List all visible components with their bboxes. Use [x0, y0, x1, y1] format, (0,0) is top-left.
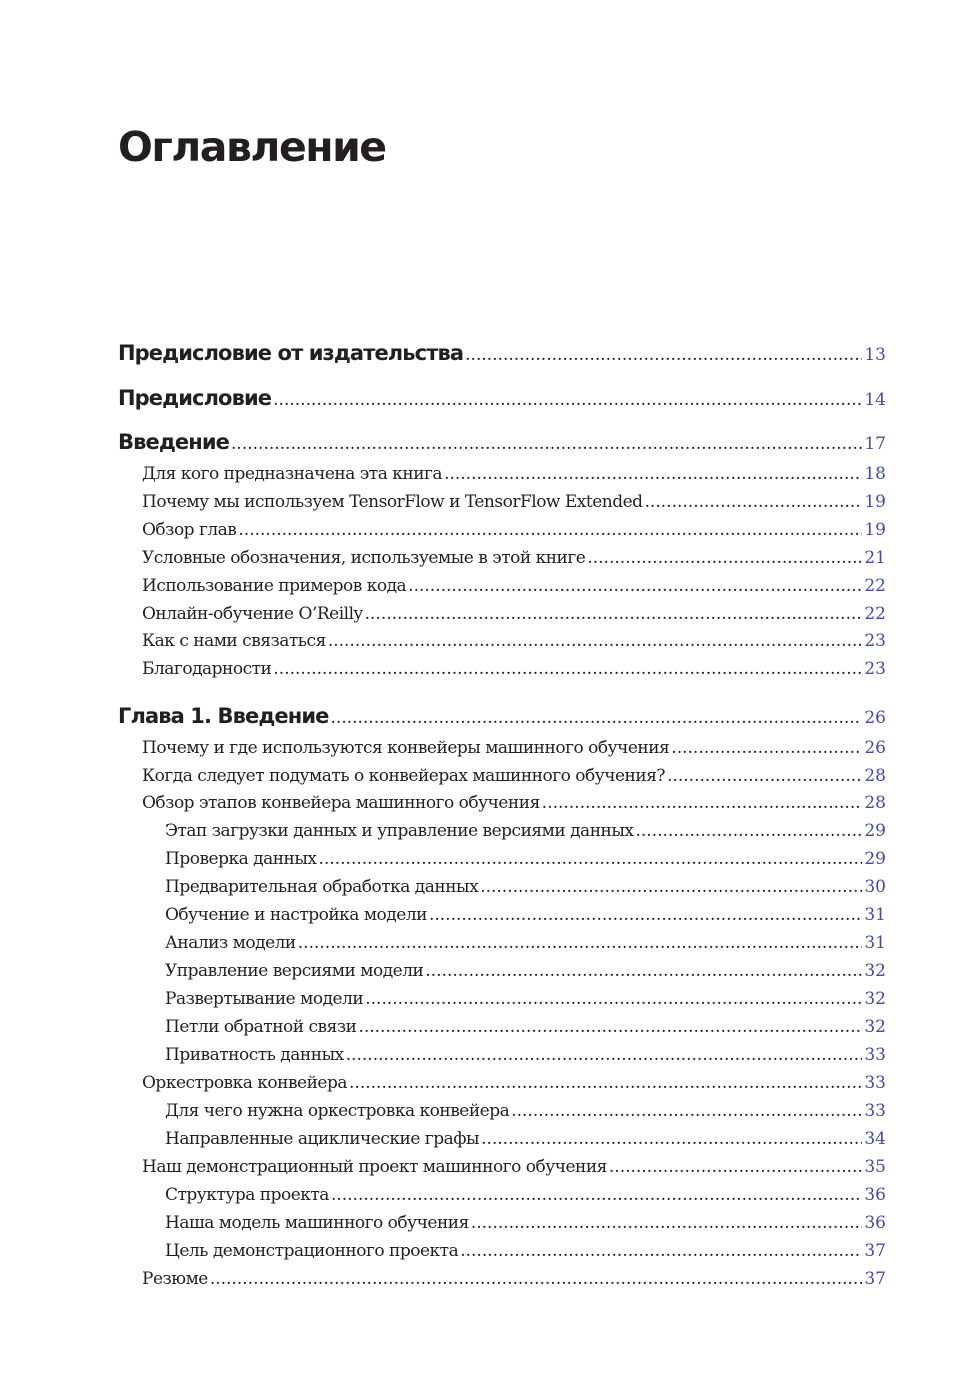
dot-leader: [328, 627, 862, 655]
dot-leader: [346, 1041, 862, 1069]
toc-entry-title: Онлайн-обучение O’Reilly: [142, 604, 363, 624]
toc-entry-title: Этап загрузки данных и управление версиями данных: [165, 821, 634, 841]
toc-entry-title: Управление версиями модели: [165, 961, 424, 981]
toc-entry-page: 22: [864, 576, 886, 596]
toc-entry[interactable]: [0, 600, 886, 628]
toc-entry[interactable]: [0, 627, 886, 655]
dot-leader: [635, 817, 862, 845]
toc-entry-page: 37: [864, 1241, 886, 1261]
toc-entry-page: 19: [864, 520, 886, 540]
toc-entry-title: Условные обозначения, используемые в этой книге: [142, 548, 586, 568]
toc-entry-page: 33: [864, 1101, 886, 1121]
toc-entry-title: Благодарности: [142, 659, 272, 679]
toc-entry-title: Анализ модели: [165, 933, 296, 953]
dot-leader: [511, 1097, 862, 1125]
dot-leader: [542, 789, 862, 817]
toc-entry-page: 14: [864, 390, 886, 410]
dot-leader: [331, 1181, 862, 1209]
toc-entry-page: 26: [864, 708, 886, 728]
toc-entry-page: 37: [864, 1269, 886, 1289]
toc-entry-title: Когда следует подумать о конвейерах машинного обучения?: [142, 766, 666, 786]
toc-entry-title: Глава 1. Введение: [118, 704, 329, 728]
toc-entry-title: Для кого предназначена эта книга: [142, 464, 443, 484]
toc-entry-title: Приватность данных: [165, 1045, 344, 1065]
dot-leader: [429, 901, 862, 929]
toc-entry-title: Предисловие: [118, 386, 272, 410]
toc-entry[interactable]: [0, 901, 886, 929]
toc-entry-title: Для чего нужна оркестровка конвейера: [165, 1101, 510, 1121]
toc-entry-page: 29: [864, 821, 886, 841]
dot-leader: [667, 762, 862, 790]
toc-entry-title: Предварительная обработка данных: [165, 877, 479, 897]
toc-entry[interactable]: [0, 1041, 886, 1069]
dot-leader: [331, 701, 862, 735]
toc-entry-title: Введение: [118, 430, 230, 454]
toc-entry-title: Направленные ациклические графы: [165, 1129, 480, 1149]
dot-leader: [365, 600, 862, 628]
toc-entry-title: Обучение и настройка модели: [165, 905, 427, 925]
dot-leader: [210, 1265, 862, 1293]
toc-entry[interactable]: [0, 516, 886, 544]
toc-entry[interactable]: [0, 845, 886, 873]
toc-entry-title: Почему мы используем TensorFlow и TensorFlow Extended: [142, 492, 643, 512]
dot-leader: [465, 338, 862, 372]
toc-entry-page: 32: [864, 961, 886, 981]
toc-entry[interactable]: [0, 957, 886, 985]
toc-entry-title: Наш демонстрационный проект машинного обучения: [142, 1157, 607, 1177]
dot-leader: [471, 1209, 862, 1237]
toc-entry-page: 36: [864, 1185, 886, 1205]
toc-entry-page: 35: [864, 1157, 886, 1177]
toc-entry[interactable]: [0, 1097, 886, 1125]
toc-entry[interactable]: [0, 381, 886, 415]
toc-entry-page: 28: [864, 766, 886, 786]
dot-leader: [460, 1237, 862, 1265]
toc-entry[interactable]: [0, 1013, 886, 1041]
toc-entry-title: Как с нами связаться: [142, 631, 326, 651]
toc-entry[interactable]: [0, 1265, 886, 1293]
toc-entry-page: 26: [864, 738, 886, 758]
toc-entry-title: Оркестровка конвейера: [142, 1073, 348, 1093]
toc-entry-page: 23: [864, 631, 886, 651]
toc-entry-page: 31: [864, 905, 886, 925]
toc-entry-page: 32: [864, 989, 886, 1009]
toc-entry[interactable]: [0, 1069, 886, 1097]
dot-leader: [609, 1153, 862, 1181]
toc-entry-page: 31: [864, 933, 886, 953]
toc-entry-page: 33: [864, 1073, 886, 1093]
toc-entry[interactable]: [0, 1237, 886, 1265]
toc-entry[interactable]: [0, 572, 886, 600]
dot-leader: [480, 873, 862, 901]
dot-leader: [481, 1125, 862, 1153]
toc-entry-page: 22: [864, 604, 886, 624]
toc-entry-title: Развертывание модели: [165, 989, 364, 1009]
toc-entry-title: Структура проекта: [165, 1185, 329, 1205]
toc-entry[interactable]: [0, 817, 886, 845]
toc-entry-title: Использование примеров кода: [142, 576, 407, 596]
toc-entry[interactable]: [0, 873, 886, 901]
toc-entry[interactable]: [0, 544, 886, 572]
dot-leader: [238, 516, 862, 544]
toc-entry[interactable]: [0, 1209, 886, 1237]
dot-leader: [671, 734, 862, 762]
toc-entry-page: 33: [864, 1045, 886, 1065]
toc-entry-title: Предисловие от издательства: [118, 341, 464, 365]
toc-entry[interactable]: [0, 1125, 886, 1153]
dot-leader: [425, 957, 862, 985]
dot-leader: [298, 929, 862, 957]
toc-entry-title: Проверка данных: [165, 849, 317, 869]
toc-entry-title: Цель демонстрационного проекта: [165, 1241, 459, 1261]
toc-entry[interactable]: [0, 1153, 886, 1181]
toc-entry-page: 30: [864, 877, 886, 897]
toc-entry[interactable]: [0, 488, 886, 516]
toc-entry-page: 19: [864, 492, 886, 512]
dot-leader: [349, 1069, 862, 1097]
toc-entry[interactable]: [0, 929, 886, 957]
toc-entry-title: Резюме: [142, 1269, 208, 1289]
toc-entry-page: 13: [864, 345, 886, 365]
toc-entry-title: Наша модель машинного обучения: [165, 1213, 469, 1233]
toc-entry-page: 23: [864, 659, 886, 679]
dot-leader: [273, 655, 862, 683]
dot-leader: [444, 460, 862, 488]
toc-entry-page: 28: [864, 793, 886, 813]
toc-entry[interactable]: [0, 460, 886, 488]
dot-leader: [231, 427, 862, 461]
toc-entry-page: 34: [864, 1129, 886, 1149]
dot-leader: [365, 985, 862, 1013]
toc-entry-title: Петли обратной связи: [165, 1017, 357, 1037]
toc-entry[interactable]: [0, 655, 886, 683]
toc-entry-title: Обзор этапов конвейера машинного обучения: [142, 793, 540, 813]
toc-entry-page: 18: [864, 464, 886, 484]
toc-entry[interactable]: [0, 985, 886, 1013]
toc-entry[interactable]: [0, 789, 886, 817]
toc-entry-title: Обзор глав: [142, 520, 237, 540]
dot-leader: [319, 845, 862, 873]
toc-entry-page: 17: [864, 434, 886, 454]
toc-entry-page: 36: [864, 1213, 886, 1233]
dot-leader: [645, 488, 862, 516]
toc-entry[interactable]: [0, 1181, 886, 1209]
toc-entry-page: 29: [864, 849, 886, 869]
dot-leader: [587, 544, 862, 572]
dot-leader: [273, 383, 862, 417]
toc-entry[interactable]: [0, 336, 886, 370]
page-title: Оглавление: [118, 123, 386, 171]
dot-leader: [408, 572, 862, 600]
toc-entry[interactable]: [0, 762, 886, 790]
toc-entry-title: Почему и где используются конвейеры машинного обучения: [142, 738, 670, 758]
toc-entry[interactable]: [0, 425, 886, 459]
toc-entry[interactable]: [0, 699, 886, 733]
toc-entry-page: 21: [864, 548, 886, 568]
toc-entry-page: 32: [864, 1017, 886, 1037]
toc-entry[interactable]: [0, 734, 886, 762]
dot-leader: [358, 1013, 862, 1041]
